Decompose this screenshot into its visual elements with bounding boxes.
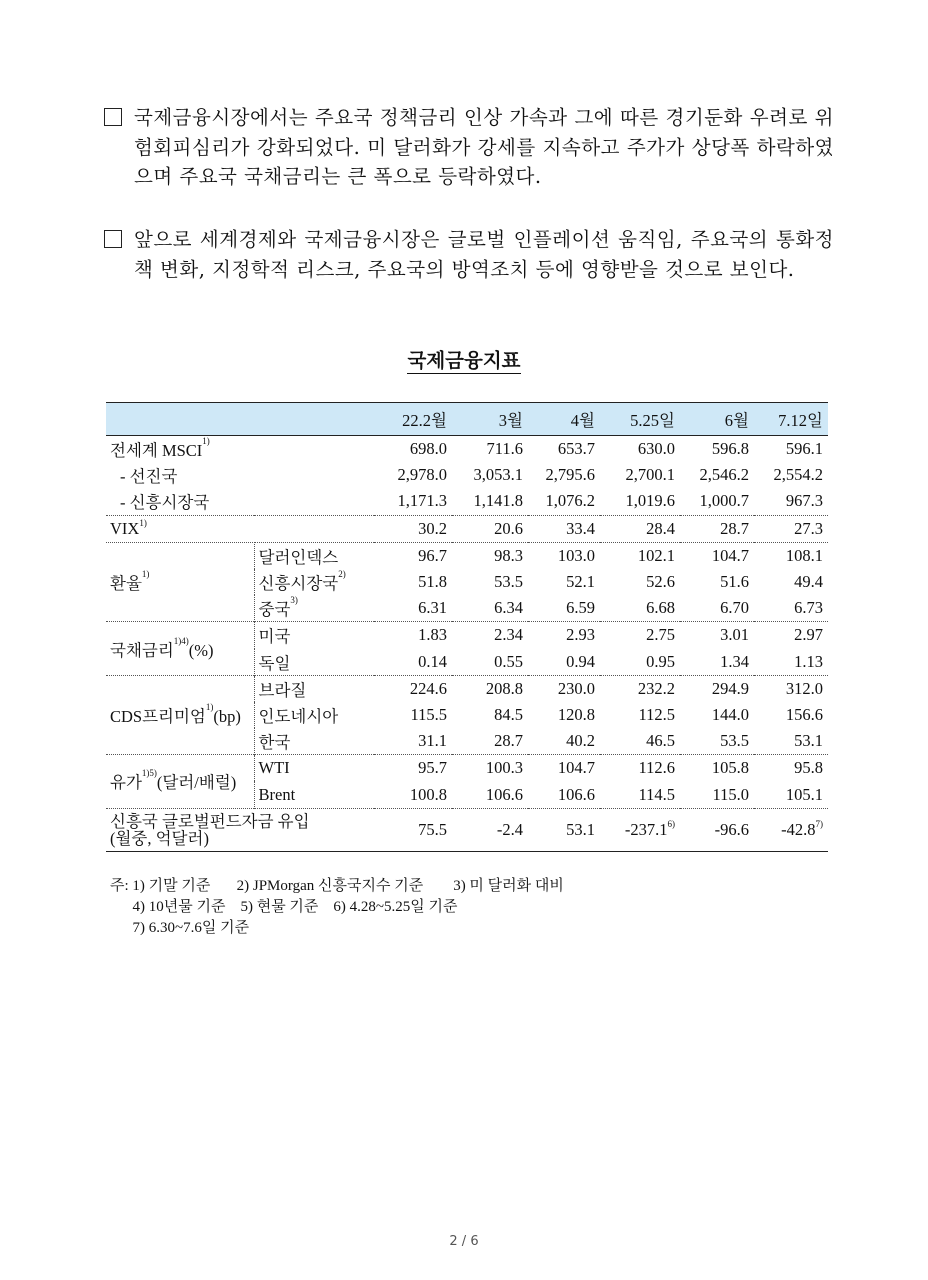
row-label: 한국 (258, 733, 291, 753)
table-cell-value: 20.6 (452, 515, 528, 542)
table-cell-value: 1,076.2 (545, 491, 595, 511)
table-cell-value: -96.6 (680, 808, 754, 851)
table-cell-value: 52.1 (566, 572, 595, 592)
table-cell-value: 102.1 (600, 542, 680, 569)
table-cell-value: 1,141.8 (473, 491, 523, 511)
column-header: 7.12일 (754, 403, 828, 436)
table-cell-value: 1,171.3 (397, 491, 447, 511)
paragraph-1 (104, 103, 834, 192)
table-cell-value: 112.5 (638, 704, 675, 724)
table-cell-value: 120.8 (557, 704, 595, 724)
table-cell-value: 53.1 (794, 731, 823, 751)
table-cell-value: 224.6 (374, 675, 452, 702)
table-cell-value: 0.14 (418, 651, 447, 671)
table-cell-value: 115.0 (712, 784, 749, 804)
table-cell-value: 294.9 (680, 675, 754, 702)
table-cell-value: 108.1 (754, 542, 828, 569)
table-cell-value: 596.1 (785, 439, 823, 459)
table-cell-value: 0.95 (646, 651, 675, 671)
table-cell-value: 596.8 (711, 439, 749, 459)
table-row (106, 515, 828, 542)
column-header: 22.2월 (374, 403, 452, 436)
table-cell-value: 6.31 (418, 598, 447, 618)
table-cell-value: 105.8 (680, 755, 754, 782)
table-cell-value: 6.70 (720, 598, 749, 618)
row-label: 신흥국 글로벌펀드자금 유입 (월중, 억달러) (106, 808, 374, 851)
table-cell-value: 31.1 (418, 731, 447, 751)
table-title: 국제금융지표 (407, 349, 521, 372)
table-cell-value: 75.5 (374, 808, 452, 851)
table-cell-value: 232.2 (600, 675, 680, 702)
table-cell-value: 84.5 (494, 704, 523, 724)
row-label: 인도네시아 (258, 706, 339, 726)
table-cell-value: 3.01 (680, 622, 754, 649)
checkbox-bullet-icon (104, 108, 122, 126)
table-cell-value: 112.6 (600, 755, 680, 782)
table-cell-value: 2,554.2 (773, 465, 823, 485)
table-cell-value: 51.6 (720, 572, 749, 592)
page-number: 2 / 6 (449, 1234, 479, 1249)
row-label: VIX$^{1)}$ (106, 515, 374, 542)
table-cell-value: -2.4 (452, 808, 528, 851)
table-cell-value: 115.5 (410, 704, 447, 724)
row-label: - 신흥시장국 (120, 493, 210, 513)
table-cell-value: 2,795.6 (545, 465, 595, 485)
table-cell-value: 95.7 (374, 755, 452, 782)
table-footnotes (110, 876, 564, 939)
table-cell-value: 967.3 (785, 491, 823, 511)
table-cell-value: 1.34 (720, 651, 749, 671)
table-cell-value: 0.55 (494, 651, 523, 671)
table-cell-value: 1.83 (374, 622, 452, 649)
table-cell-value: 105.1 (785, 784, 823, 804)
footnote-line: 7) 6.30~7.6일 기준 (110, 920, 250, 936)
table-cell (106, 403, 374, 436)
table-cell-value: 156.6 (785, 704, 823, 724)
table-cell-value: 0.94 (566, 651, 595, 671)
column-header: 6월 (680, 403, 754, 436)
table-row (106, 542, 828, 569)
table-cell-value: 28.4 (600, 515, 680, 542)
table-cell-value: 2,978.0 (397, 465, 447, 485)
table-cell-value: 100.3 (452, 755, 528, 782)
table-cell-value: 2.97 (754, 622, 828, 649)
table-cell-value: 1.13 (794, 651, 823, 671)
table-row (106, 755, 828, 782)
table-cell-value: -42.8$^{7)}$ (754, 808, 828, 851)
table-row (106, 462, 828, 488)
financial-indicators-table (106, 402, 828, 852)
table-cell-value: 46.5 (646, 731, 675, 751)
table-cell-value: 144.0 (711, 704, 749, 724)
table-cell-value: 53.5 (494, 572, 523, 592)
table-cell-value: 95.8 (754, 755, 828, 782)
table-cell-value: 2.34 (452, 622, 528, 649)
table-cell-value: 2,700.1 (625, 465, 675, 485)
table-cell-value: 6.68 (646, 598, 675, 618)
row-label: 미국 (254, 622, 374, 649)
row-label: 전세계 MSCI$^{1)}$ (110, 436, 210, 461)
table-cell-value: 2.93 (528, 622, 600, 649)
table-cell-value: 28.7 (494, 731, 523, 751)
table-row (106, 808, 828, 851)
row-label: 신흥시장국$^{2)}$ (258, 569, 346, 594)
row-label: 중국$^{3)}$ (258, 595, 298, 620)
table-cell-value: 230.0 (528, 675, 600, 702)
row-label: 독일 (258, 653, 291, 673)
table-cell-value: 40.2 (566, 731, 595, 751)
group-label: 국채금리$^{1)4)}$(%) (106, 622, 254, 675)
table-cell-value: 6.59 (566, 598, 595, 618)
table-cell-value: 1,000.7 (699, 491, 749, 511)
table-cell-value: 49.4 (794, 572, 823, 592)
column-header: 4월 (528, 403, 600, 436)
table-cell-value: 33.4 (528, 515, 600, 542)
paragraph-text: 앞으로 세계경제와 국제금융시장은 글로벌 인플레이션 움직임, 주요국의 통화정책 변화, 지정학적 리스크, 주요국의 방역조치 등에 영향받을 것으로 보인다. (134, 228, 834, 281)
checkbox-bullet-icon (104, 230, 122, 248)
table-cell-value: 2.75 (600, 622, 680, 649)
table-cell-value: 6.34 (494, 598, 523, 618)
row-label: WTI (254, 755, 374, 782)
table-cell-value: 28.7 (680, 515, 754, 542)
paragraph-2 (104, 225, 834, 284)
table-cell-value: 698.0 (409, 439, 447, 459)
table-cell-value: 106.6 (485, 784, 523, 804)
table-cell-value: 312.0 (754, 675, 828, 702)
table-header-row (106, 403, 828, 436)
table-cell-value: 104.7 (528, 755, 600, 782)
table-cell-value: 1,019.6 (625, 491, 675, 511)
row-label: - 선진국 (120, 467, 178, 487)
table-cell-value: 2,546.2 (699, 465, 749, 485)
column-header: 3월 (452, 403, 528, 436)
paragraph-text: 국제금융시장에서는 주요국 정책금리 인상 가속과 그에 따른 경기둔화 우려로 위험회피심리가 강화되었다. 미 달러화가 강세를 지속하고 주가가 상당폭 하락하였으며 주요국 국채금리는 큰 폭으로 등락하였다. (134, 106, 834, 188)
group-label: 환율$^{1)}$ (106, 542, 254, 622)
table-cell-value: 6.73 (794, 598, 823, 618)
table-cell-value: 98.3 (452, 542, 528, 569)
row-label: 브라질 (254, 675, 374, 702)
table-cell-value: 711.6 (486, 439, 523, 459)
footnote-line: 주: 1) 기말 기준 2) JPMorgan 신흥국지수 기준 3) 미 달러화 대비 (110, 878, 564, 894)
table-cell-value: 208.8 (452, 675, 528, 702)
table-cell-value: 51.8 (418, 572, 447, 592)
table-cell-value: 106.6 (557, 784, 595, 804)
table-cell-value: 52.6 (646, 572, 675, 592)
group-label: 유가$^{1)5)}$(달러/배럴) (106, 755, 254, 808)
table-cell-value: 53.1 (528, 808, 600, 851)
table-cell-value: 630.0 (637, 439, 675, 459)
table-row (106, 488, 828, 515)
group-label: CDS프리미엄$^{1)}$(bp) (106, 675, 254, 755)
table-cell-value: -237.1$^{6)}$ (600, 808, 680, 851)
table-cell-value: 653.7 (557, 439, 595, 459)
table-cell-value: 103.0 (528, 542, 600, 569)
table-cell-value: 104.7 (680, 542, 754, 569)
table-row (106, 622, 828, 649)
table-row (106, 436, 828, 463)
table-cell-value: 53.5 (720, 731, 749, 751)
table-cell-value: 3,053.1 (473, 465, 523, 485)
table-row (106, 675, 828, 702)
table-cell-value: 96.7 (374, 542, 452, 569)
row-label: Brent (258, 784, 296, 804)
table-cell-value: 114.5 (638, 784, 675, 804)
row-label: 달러인덱스 (254, 542, 374, 569)
table-cell-value: 30.2 (374, 515, 452, 542)
table-cell-value: 27.3 (754, 515, 828, 542)
footnote-line: 4) 10년물 기준 5) 현물 기준 6) 4.28~5.25일 기준 (110, 899, 458, 915)
column-header: 5.25일 (600, 403, 680, 436)
table-cell-value: 100.8 (409, 784, 447, 804)
